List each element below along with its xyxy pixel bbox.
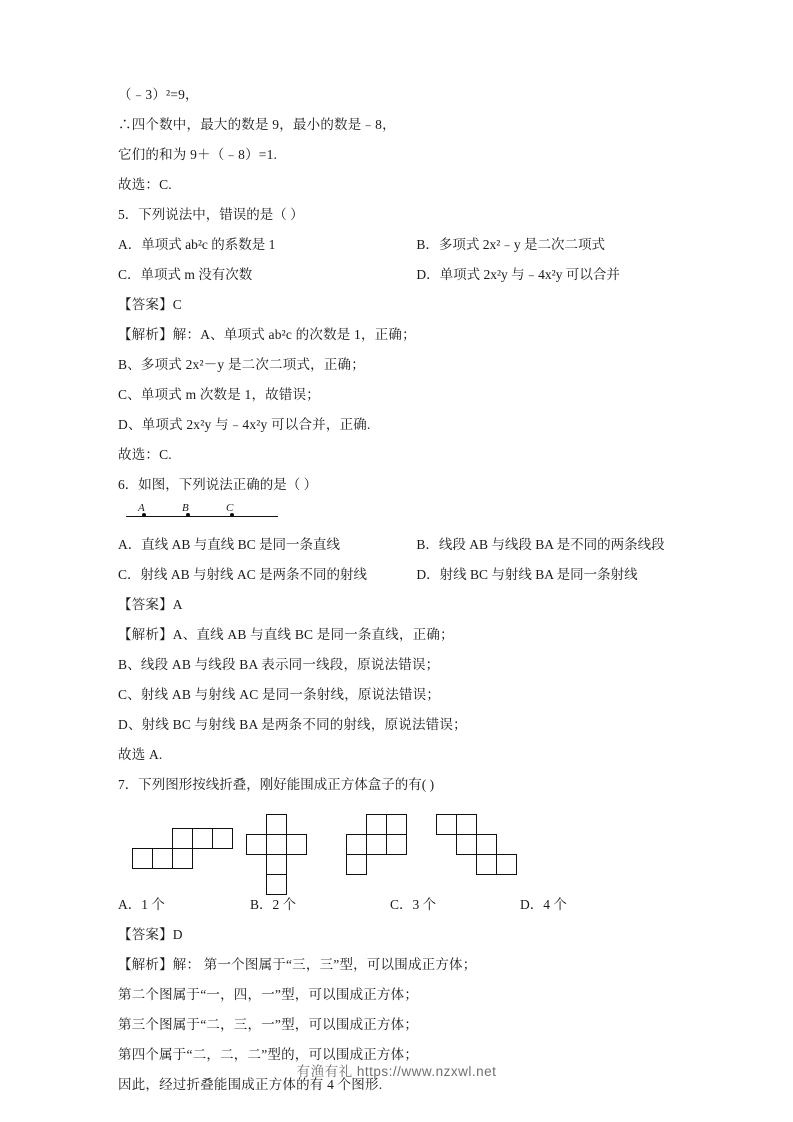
question-6-option-b: B．线段 AB 与线段 BA 是不同的两条线段 bbox=[416, 537, 665, 552]
question-7-analysis-line: 第二个图属于“一，四，一”型，可以围成正方体； bbox=[118, 987, 419, 1002]
line-segment-graphic bbox=[126, 516, 278, 517]
question-5-analysis-line: 故选：C. bbox=[118, 447, 172, 462]
question-6-analysis-line: 【解析】A、直线 AB 与直线 BC 是同一条直线，正确； bbox=[118, 627, 454, 642]
question-7-stem: 7．下列图形按线折叠，刚好能围成正方体盒子的有( ) bbox=[118, 777, 435, 792]
question-6-stem: 6．如图，下列说法正确的是（ ） bbox=[118, 477, 318, 492]
question-7-option-c: C．3 个 bbox=[390, 897, 437, 912]
question-7-option-b: B．2 个 bbox=[250, 897, 297, 912]
question-5-analysis-line: B、多项式 2x²－y 是二次二项式，正确； bbox=[118, 357, 365, 372]
question-5-analysis-line: D、单项式 2x²y 与﹣4x²y 可以合并，正确. bbox=[118, 417, 371, 432]
question-5-answer: 【答案】C bbox=[118, 297, 183, 312]
text-line: ∴四个数中，最大的数是 9，最小的数是﹣8， bbox=[118, 117, 396, 132]
question-6-option-c: C．射线 AB 与射线 AC 是两条不同的射线 bbox=[118, 567, 368, 582]
question-6-analysis-line: D、射线 BC 与射线 BA 是两条不同的射线，原说法错误； bbox=[118, 717, 467, 732]
question-5-option-a: A．单项式 ab²c 的系数是 1 bbox=[118, 237, 276, 252]
question-7-analysis-line: 第三个图属于“二，三，一”型，可以围成正方体； bbox=[118, 1017, 419, 1032]
text-line: 它们的和为 9＋（﹣8）=1. bbox=[118, 147, 278, 162]
question-5-analysis-line: 【解析】解：A、单项式 ab²c 的次数是 1，正确； bbox=[118, 327, 416, 342]
point-b-label: B bbox=[182, 502, 189, 514]
question-6-answer: 【答案】A bbox=[118, 597, 183, 612]
question-5-option-b: B．多项式 2x²﹣y 是二次二项式 bbox=[416, 237, 605, 252]
question-5-analysis-line: C、单项式 m 次数是 1，故错误； bbox=[118, 387, 320, 402]
question-6-option-d: D．射线 BC 与射线 BA 是同一条射线 bbox=[416, 567, 638, 582]
question-6-option-a: A．直线 AB 与直线 BC 是同一条直线 bbox=[118, 537, 341, 552]
point-c-label: C bbox=[226, 502, 234, 514]
point-a-label: A bbox=[138, 502, 145, 514]
question-6-analysis-line: C、射线 AB 与射线 AC 是同一条射线，原说法错误； bbox=[118, 687, 441, 702]
question-7-option-a: A．1 个 bbox=[118, 897, 165, 912]
question-5-option-c: C．单项式 m 没有次数 bbox=[118, 267, 253, 282]
question-7-options-row bbox=[118, 890, 675, 920]
question-6-analysis-line: 故选 A. bbox=[118, 747, 163, 762]
question-6-options-row-2 bbox=[118, 560, 675, 590]
question-7-option-d: D．4 个 bbox=[520, 897, 567, 912]
cube-net-1 bbox=[132, 812, 262, 884]
question-6-figure bbox=[126, 502, 675, 528]
question-7-figure bbox=[118, 812, 675, 884]
question-7-analysis-line: 因此，经过折叠能围成正方体的有 4 个图形. bbox=[118, 1077, 383, 1092]
text-line: 故选：C. bbox=[118, 177, 172, 192]
watermark: 有渔有礼 https://www.nzxwl.net bbox=[296, 1064, 497, 1079]
question-6-analysis-line: B、线段 AB 与线段 BA 表示同一线段，原说法错误； bbox=[118, 657, 440, 672]
question-6-options-row-1 bbox=[118, 530, 675, 560]
question-7-analysis-line: 【解析】解： 第一个图属于“三，三”型，可以围成正方体； bbox=[118, 957, 477, 972]
cube-net-4 bbox=[436, 812, 566, 884]
text-line: （﹣3）²=9， bbox=[118, 87, 199, 102]
question-5-options-row-2 bbox=[118, 260, 675, 290]
question-5-option-d: D．单项式 2x²y 与﹣4x²y 可以合并 bbox=[416, 267, 620, 282]
question-5-stem: 5．下列说法中，错误的是（ ） bbox=[118, 207, 304, 222]
question-7-answer: 【答案】D bbox=[118, 927, 183, 942]
question-5-options-row-1 bbox=[118, 230, 675, 260]
question-7-analysis-line: 第四个属于“二，二，二”型的，可以围成正方体； bbox=[118, 1047, 419, 1062]
